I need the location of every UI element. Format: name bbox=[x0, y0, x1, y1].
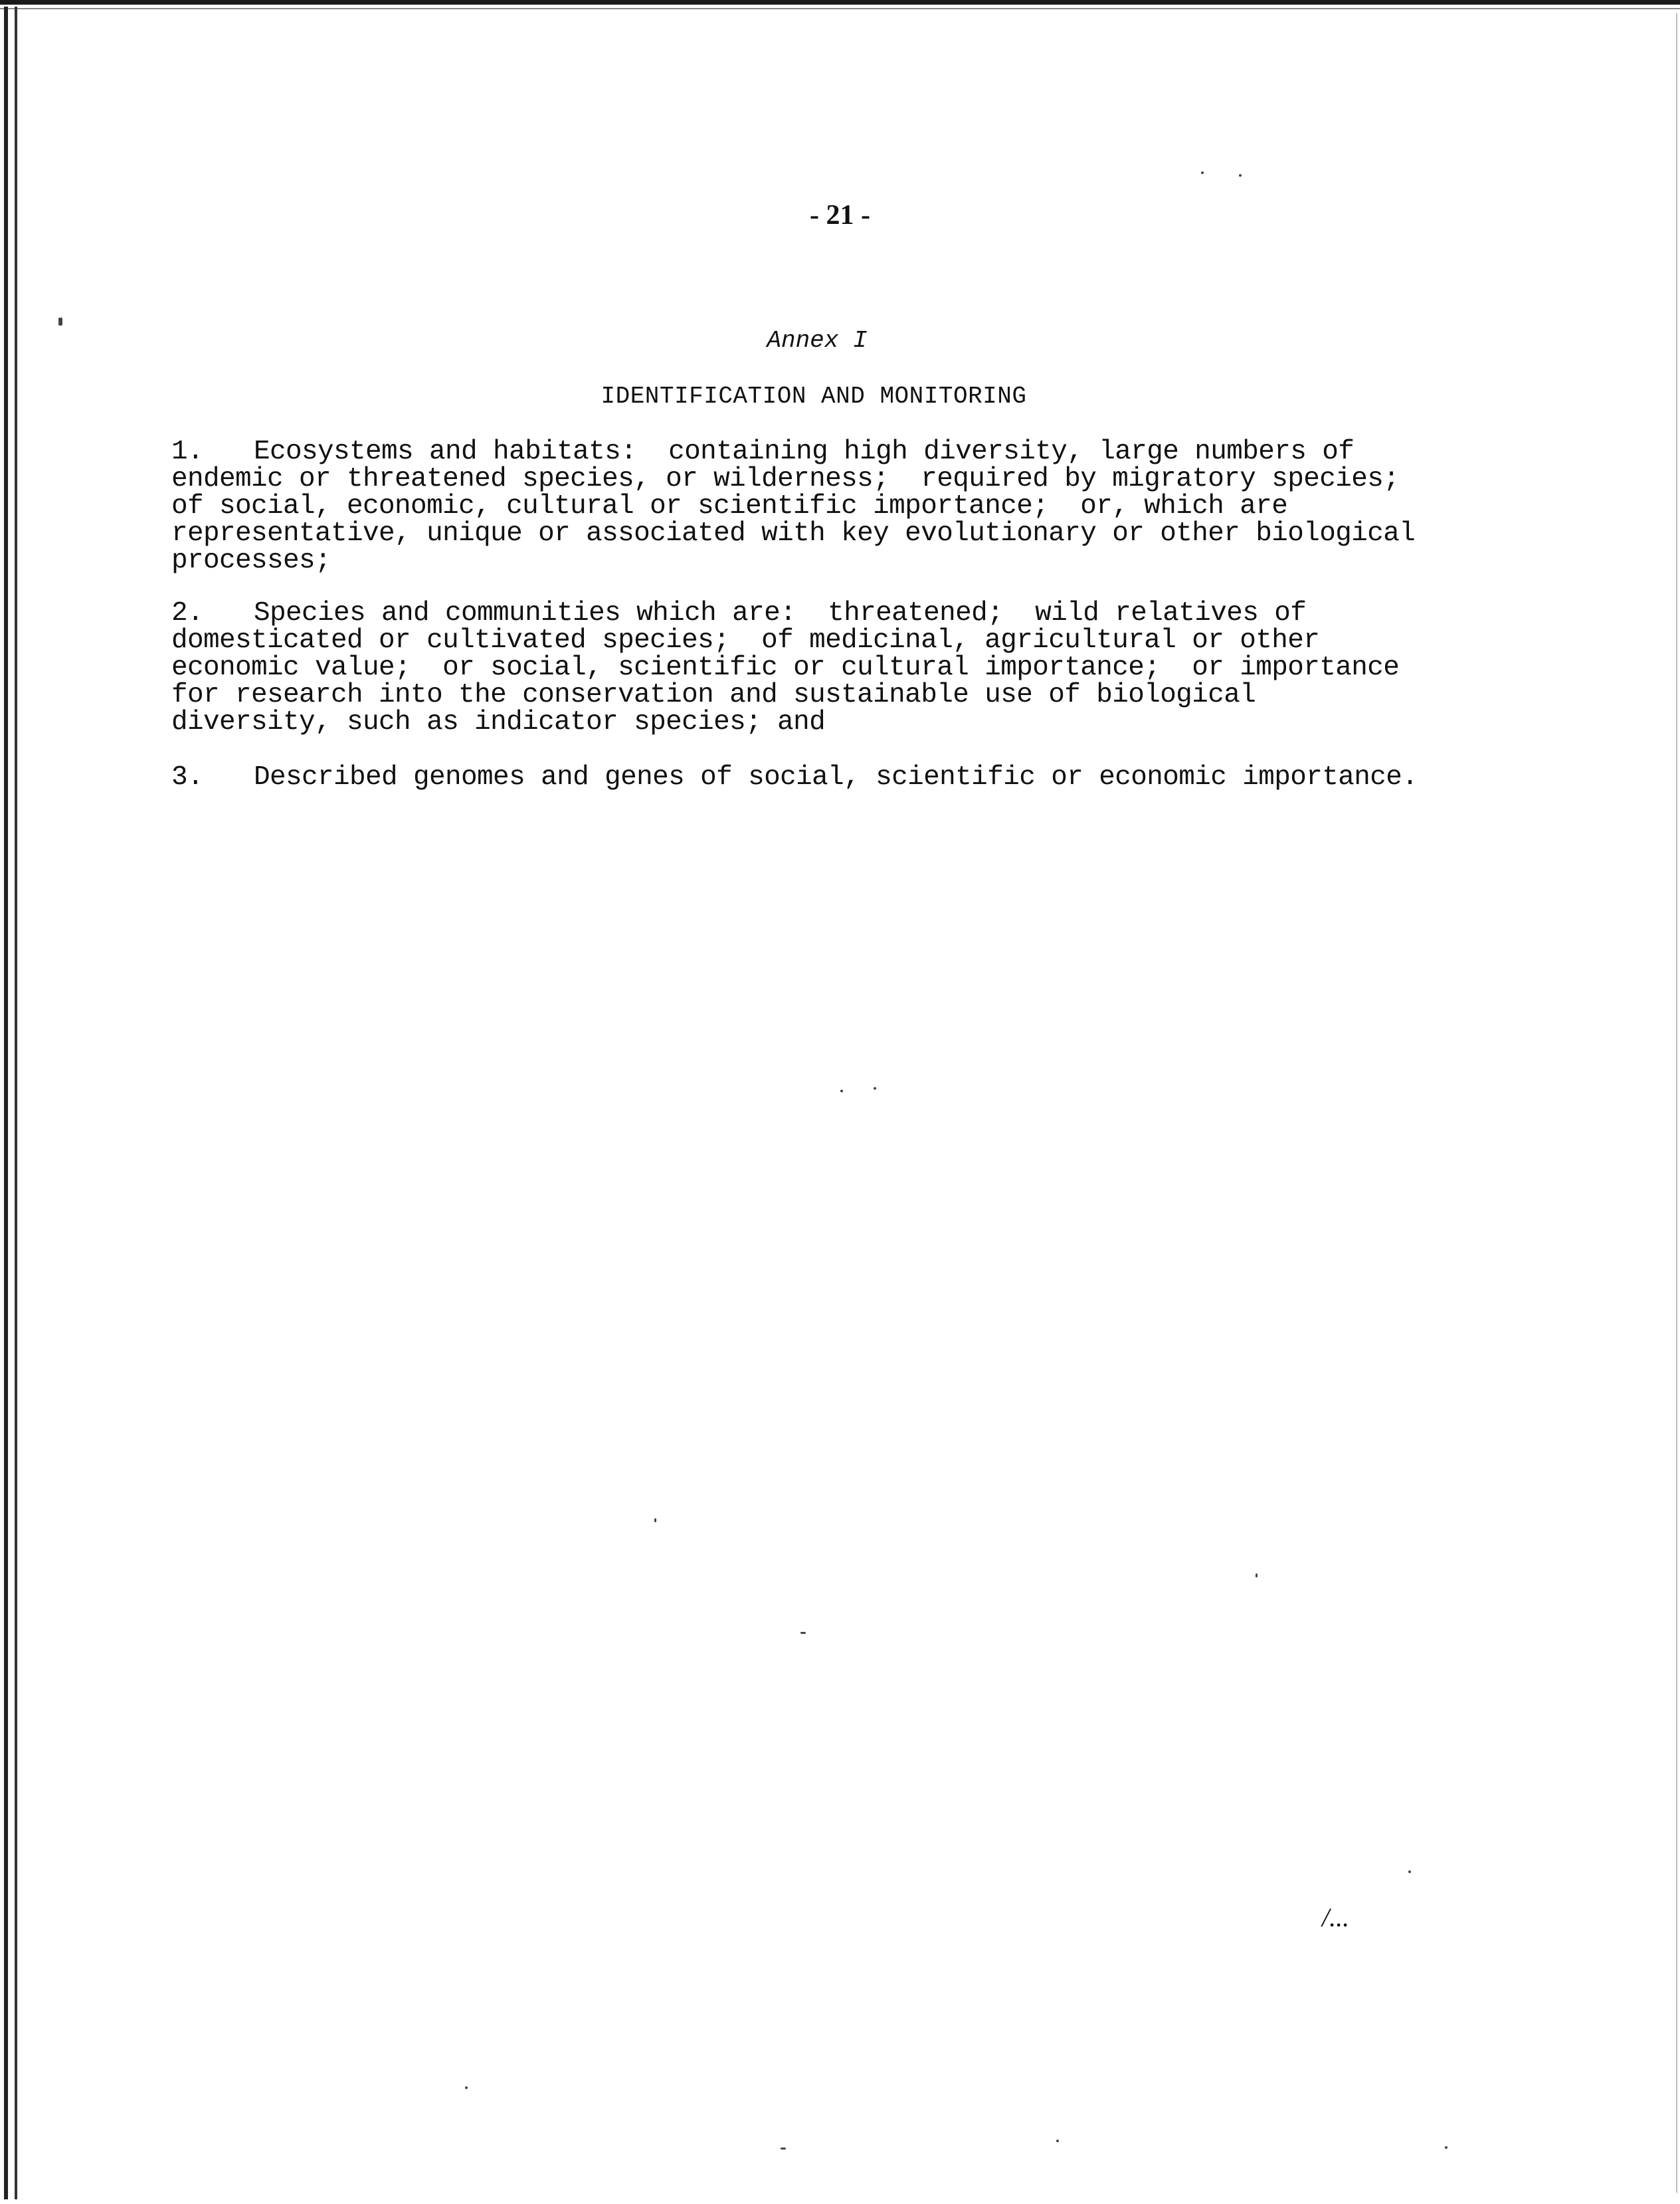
list-item-number: 1. bbox=[171, 437, 204, 467]
continued-marker: /... bbox=[1322, 1902, 1350, 1932]
list-item-line bbox=[171, 439, 1633, 466]
scan-speck bbox=[840, 1090, 843, 1092]
list-item-line: endemic or threatened species, or wilderness; required by migratory species; bbox=[171, 464, 1400, 494]
scan-speck bbox=[465, 2086, 468, 2089]
list-item-line: domesticated or cultivated species; of medicinal, agricultural or other bbox=[171, 625, 1320, 656]
scan-speck bbox=[654, 1518, 656, 1522]
list-item-line: processes; bbox=[171, 546, 331, 576]
scan-speck bbox=[781, 2148, 786, 2150]
list-item-line: economic value; or social, scientific or cultural importance; or importance bbox=[171, 652, 1400, 683]
page-number: - 21 - bbox=[810, 200, 870, 231]
scan-speck bbox=[1256, 1573, 1258, 1577]
scan-top-edge-inner bbox=[0, 8, 1680, 9]
list-item-line bbox=[171, 764, 1633, 791]
list-item-line: for research into the conservation and sustainable use of biological bbox=[171, 680, 1256, 710]
list-item-3 bbox=[171, 764, 1633, 791]
scan-speck bbox=[800, 1632, 806, 1634]
scan-speck bbox=[1239, 174, 1242, 177]
list-item-line: representative, unique or associated with key evolutionary or other biological bbox=[171, 518, 1416, 549]
scan-speck bbox=[1445, 2146, 1447, 2149]
annex-title: Annex I bbox=[767, 327, 868, 354]
scan-speck bbox=[58, 318, 62, 326]
list-item-number: 2. bbox=[171, 598, 204, 629]
scan-left-edge bbox=[4, 7, 8, 2199]
list-item-line: of social, economic, cultural or scientific importance; or, which are bbox=[171, 491, 1288, 522]
list-item-text: Species and communities which are: threatened; wild relatives of bbox=[254, 598, 1307, 629]
scan-top-edge bbox=[0, 0, 1680, 5]
scan-right-edge bbox=[1676, 13, 1677, 2193]
list-item-text: Described genomes and genes of social, scientific or economic importance. bbox=[254, 762, 1418, 793]
scan-left-edge-inner bbox=[15, 7, 17, 2199]
list-item-line: diversity, such as indicator species; and bbox=[171, 707, 826, 738]
scan-speck bbox=[874, 1087, 876, 1090]
scan-speck bbox=[1201, 171, 1204, 174]
list-item-text: Ecosystems and habitats: containing high diversity, large numbers of bbox=[254, 437, 1354, 467]
list-item-number: 3. bbox=[171, 762, 204, 793]
scan-speck bbox=[1408, 1870, 1411, 1873]
list-item-2 bbox=[171, 600, 1633, 736]
section-heading: IDENTIFICATION AND MONITORING bbox=[601, 383, 1027, 410]
list-item-line bbox=[171, 600, 1633, 627]
list-item-1 bbox=[171, 439, 1633, 575]
scan-speck bbox=[1056, 2140, 1059, 2142]
